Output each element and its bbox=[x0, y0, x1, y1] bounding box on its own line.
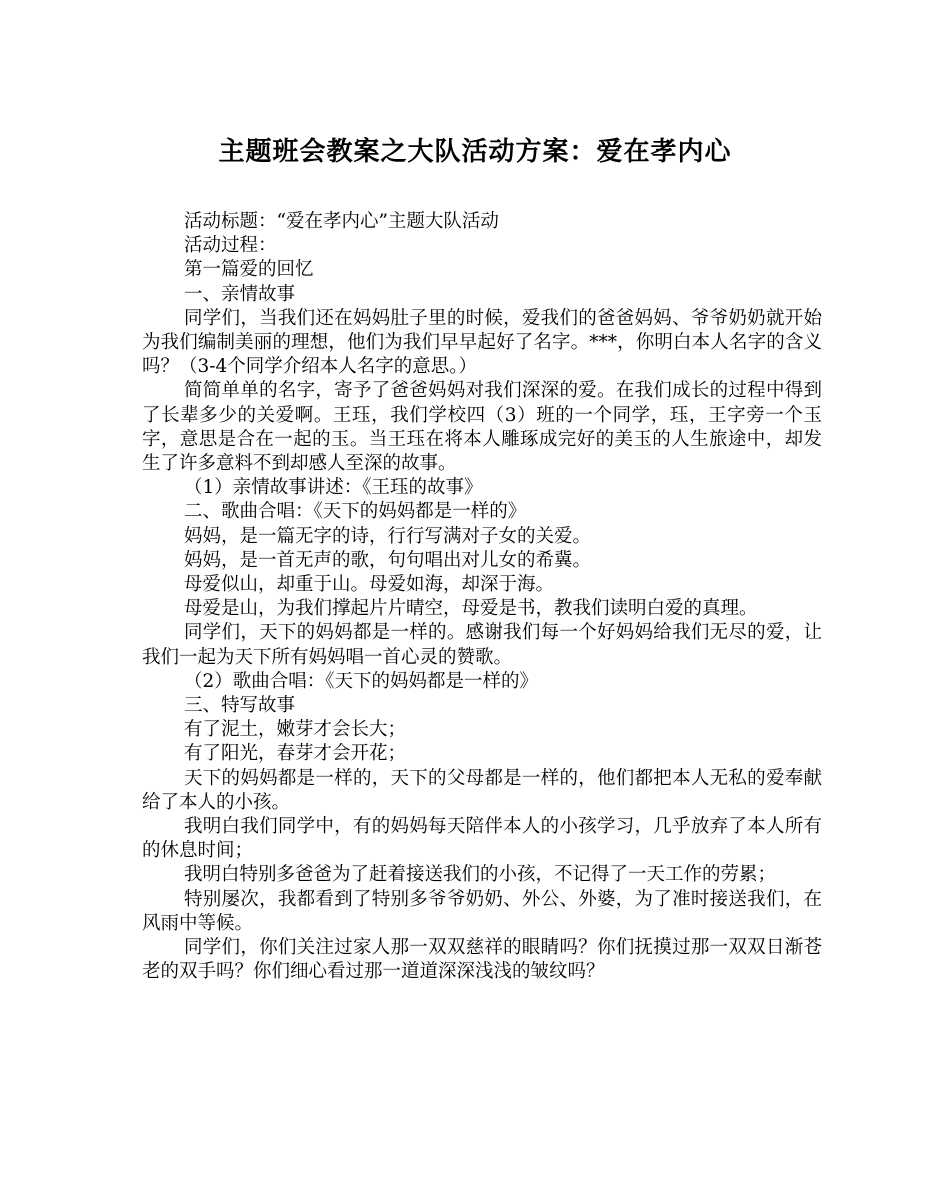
paragraph: 我明白我们同学中，有的妈妈每天陪伴本人的小孩学习，几乎放弃了本人所有的休息时间； bbox=[142, 816, 822, 862]
paragraph: 有了阳光，春芽才会开花； bbox=[184, 743, 407, 765]
paragraph: 有了泥土，嫩芽才会长大； bbox=[184, 719, 407, 741]
section-heading-family-story: 一、亲情故事 bbox=[184, 283, 296, 305]
section-heading-part-one: 第一篇爱的回忆 bbox=[184, 259, 314, 281]
paragraph: 同学们，当我们还在妈妈肚子里的时候，爱我们的爸爸妈妈、爷爷奶奶就开始为我们编制美丽的理想，他们为我们早早起好了名字。***，你明白本人名字的含义吗？（3-4个同学介绍本人名字的意思。） bbox=[142, 307, 822, 378]
paragraph: 天下的妈妈都是一样的，天下的父母都是一样的，他们都把本人无私的爱奉献给了本人的小孩。 bbox=[142, 767, 822, 813]
document-title: 主题班会教案之大队活动方案：爱在孝内心 bbox=[218, 137, 732, 167]
paragraph-activity-process: 活动过程： bbox=[184, 235, 277, 257]
document-body bbox=[142, 210, 822, 985]
paragraph: 特别屡次，我都看到了特别多爷爷奶奶、外公、外婆，为了准时接送我们，在风雨中等候。 bbox=[142, 888, 822, 934]
paragraph: 母爱是山，为我们撑起片片晴空，母爱是书，教我们读明白爱的真理。 bbox=[184, 598, 758, 620]
section-heading-feature-story: 三、特写故事 bbox=[184, 695, 296, 717]
paragraph: （2）歌曲合唱：《天下的妈妈都是一样的》 bbox=[184, 670, 539, 692]
paragraph: 同学们，你们关注过家人那一双双慈祥的眼睛吗？你们抚摸过那一双双日渐苍老的双手吗？你们细心看过那一道道深深浅浅的皱纹吗？ bbox=[142, 937, 822, 983]
paragraph: 妈妈，是一首无声的歌，句句唱出对儿女的希冀。 bbox=[184, 549, 592, 571]
paragraph: 我明白特别多爸爸为了赶着接送我们的小孩，不记得了一天工作的劳累； bbox=[184, 864, 777, 886]
paragraph: （1）亲情故事讲述：《王珏的故事》 bbox=[184, 477, 483, 499]
paragraph: 简简单单的名字，寄予了爸爸妈妈对我们深深的爱。在我们成长的过程中得到了长辈多少的关爱啊。王珏，我们学校四（3）班的一个同学，珏，王字旁一个玉字，意思是合在一起的玉。当王珏在将本人雕琢成完好的美玉的人生旅途中，却发生了许多意料不到却感人至深的故事。 bbox=[142, 380, 822, 475]
paragraph: 同学们，天下的妈妈都是一样的。感谢我们每一个好妈妈给我们无尽的爱，让我们一起为天下所有妈妈唱一首心灵的赞歌。 bbox=[142, 622, 822, 668]
paragraph: 妈妈，是一篇无字的诗，行行写满对子女的关爱。 bbox=[184, 525, 592, 547]
section-heading-song: 二、歌曲合唱：《天下的妈妈都是一样的》 bbox=[184, 501, 527, 523]
paragraph: 母爱似山，却重于山。母爱如海，却深于海。 bbox=[184, 574, 555, 596]
paragraph-activity-title: 活动标题：“爱在孝内心”主题大队活动 bbox=[184, 211, 499, 232]
